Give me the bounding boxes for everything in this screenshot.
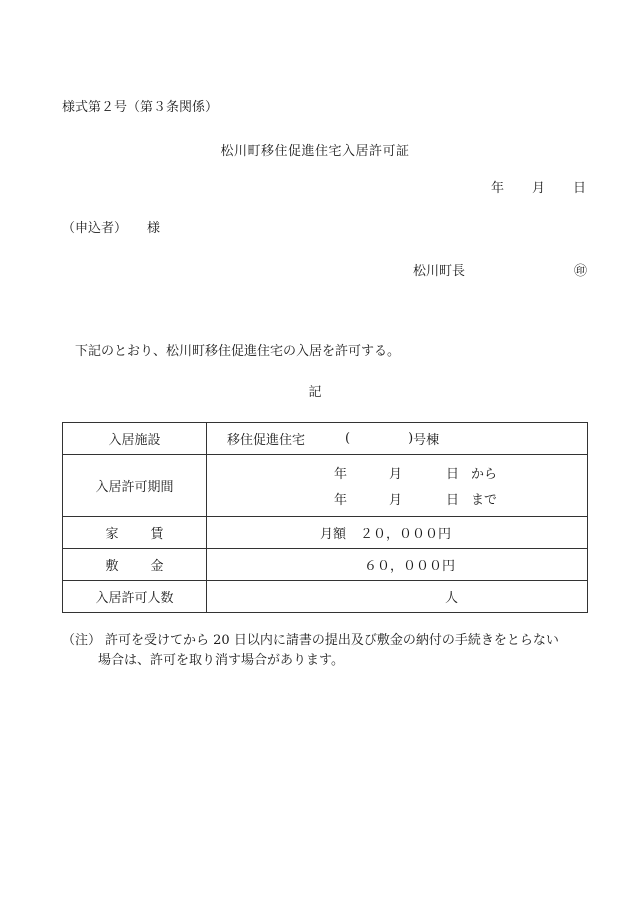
page-title: 松川町移住促進住宅入居許可証 [220, 144, 410, 159]
building-suffix: 号棟 [413, 433, 440, 448]
ki-heading: 記 [308, 385, 322, 400]
rent-label-b: 賃 [150, 527, 164, 542]
rent-prefix: 月額 [320, 527, 347, 542]
date-month-label: 月 [531, 181, 545, 196]
building-close-paren: ) [408, 431, 414, 446]
note-text-2: 場合は、許可を取り消す場合があります。 [98, 653, 344, 668]
table-row-occupants [63, 581, 588, 613]
deposit-amount: ６０，０００円 [364, 559, 456, 574]
permit-statement: 下記のとおり、松川町移住促進住宅の入居を許可する。 [75, 344, 401, 359]
form-number: 様式第２号（第３条関係） [62, 100, 219, 115]
date-year-label: 年 [490, 181, 504, 196]
period-value [207, 455, 588, 517]
period-label: 入居許可期間 [63, 455, 207, 517]
facility-type: 移住促進住宅 [227, 433, 306, 448]
facility-value [207, 423, 588, 455]
rent-label [63, 517, 207, 549]
note-text-1: 許可を受けてから 20 日以内に請書の提出及び敷金の納付の手続きをとらない [105, 633, 559, 648]
note-line-1 [62, 631, 559, 651]
rent-label-a: 家 [105, 527, 119, 542]
note-marker: （注） [62, 633, 102, 648]
table-row-period [63, 455, 588, 517]
end-day-label: 日 [446, 493, 460, 508]
end-suffix: まで [471, 493, 498, 508]
rent-amount: ２０，０００円 [360, 527, 452, 542]
issuer-name: 松川町長 [413, 264, 466, 279]
issue-date [491, 181, 586, 197]
start-suffix: から [471, 467, 498, 482]
permit-details-table [62, 422, 588, 613]
applicant-suffix: 様 [147, 221, 161, 236]
table-row-facility [63, 423, 588, 455]
date-day-label: 日 [572, 181, 586, 196]
table-row-rent [63, 517, 588, 549]
deposit-label-b: 金 [150, 559, 164, 574]
occupants-label: 入居許可人数 [63, 581, 207, 613]
table-row-deposit [63, 549, 588, 581]
occupants-value [207, 581, 588, 613]
seal-mark: ㊞ [574, 264, 588, 279]
facility-label: 入居施設 [63, 423, 207, 455]
period-start [207, 460, 587, 486]
end-year-label: 年 [334, 493, 348, 508]
period-end [207, 486, 587, 512]
start-month-label: 月 [389, 467, 403, 482]
occupants-unit: 人 [445, 591, 459, 606]
deposit-label-a: 敷 [105, 559, 119, 574]
applicant-label: （申込者） [62, 221, 128, 236]
rent-value [207, 517, 588, 549]
deposit-value [207, 549, 588, 581]
applicant-line [62, 221, 160, 237]
end-month-label: 月 [389, 493, 403, 508]
start-year-label: 年 [334, 467, 348, 482]
deposit-label [63, 549, 207, 581]
building-open-paren: ( [345, 431, 351, 446]
start-day-label: 日 [446, 467, 460, 482]
